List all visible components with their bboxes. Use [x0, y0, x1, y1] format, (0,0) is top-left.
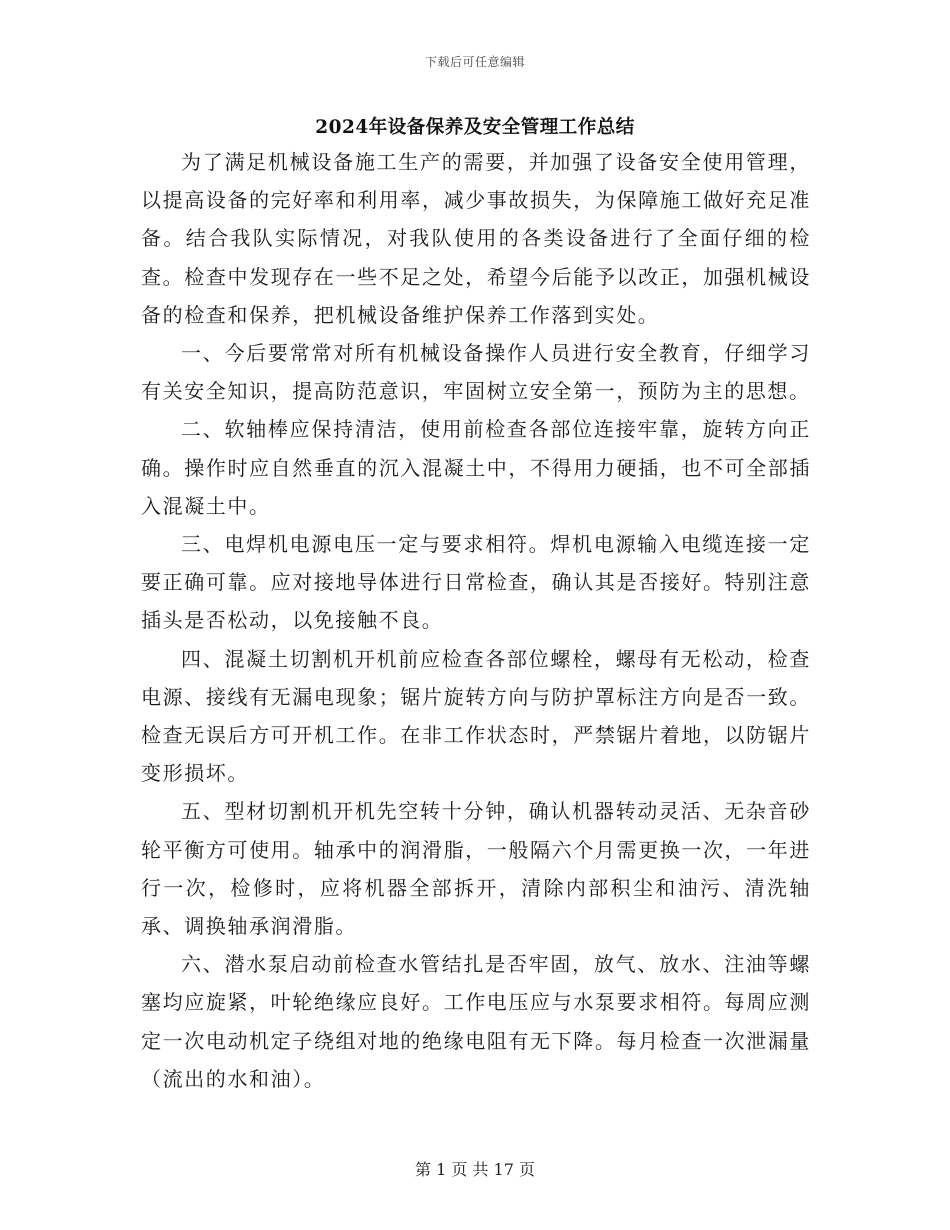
paragraph-item-4: 四、混凝土切割机开机前应检查各部位螺栓，螺母有无松动，检查电源、接线有无漏电现象；锯片旋转方向与防护罩标注方向是否一致。检查无误后方可开机工作。在非工作状态时，严禁锯片着地，以防锯片变形损坏。	[141, 646, 811, 786]
paragraph-item-3: 三、电焊机电源电压一定与要求相符。焊机电源输入电缆连接一定要正确可靠。应对接地导体进行日常检查，确认其是否接好。特别注意插头是否松动，以免接触不良。	[141, 532, 811, 633]
page-header-note: 下载后可任意编辑	[424, 55, 525, 69]
document-body	[141, 143, 811, 1098]
paragraph-item-1: 一、今后要常常对所有机械设备操作人员进行安全教育，仔细学习有关安全知识，提高防范意识，牢固树立安全第一，预防为主的思想。	[141, 341, 811, 404]
paragraph-item-2: 二、软轴棒应保持清洁，使用前检查各部位连接牢靠，旋转方向正确。操作时应自然垂直的沉入混凝土中，不得用力硬插，也不可全部插入混凝土中。	[141, 417, 811, 518]
page-number-footer: 第 1 页 共 17 页	[415, 1160, 535, 1179]
paragraph-item-6: 六、潜水泵启动前检查水管结扎是否牢固，放气、放水、注油等螺塞均应旋紧，叶轮绝缘应良好。工作电压应与水泵要求相符。每周应测定一次电动机定子绕组对地的绝缘电阻有无下降。每月检查一次泄漏量（流出的水和油）。	[141, 952, 811, 1091]
paragraph-intro: 为了满足机械设备施工生产的需要，并加强了设备安全使用管理，以提高设备的完好率和利用率，减少事故损失，为保障施工做好充足准备。结合我队实际情况，对我队使用的各类设备进行了全面仔细的检查。检查中发现存在一些不足之处，希望今后能予以改正，加强机械设备的检查和保养，把机械设备维护保养工作落到实处。	[141, 150, 811, 327]
paragraph-item-5: 五、型材切割机开机先空转十分钟，确认机器转动灵活、无杂音砂轮平衡方可使用。轴承中的润滑脂，一般隔六个月需更换一次，一年进行一次，检修时，应将机器全部拆开，清除内部积尘和油污、清洗轴承、调换轴承润滑脂。	[141, 799, 811, 939]
document-title: 2024年设备保养及安全管理工作总结	[315, 117, 635, 138]
